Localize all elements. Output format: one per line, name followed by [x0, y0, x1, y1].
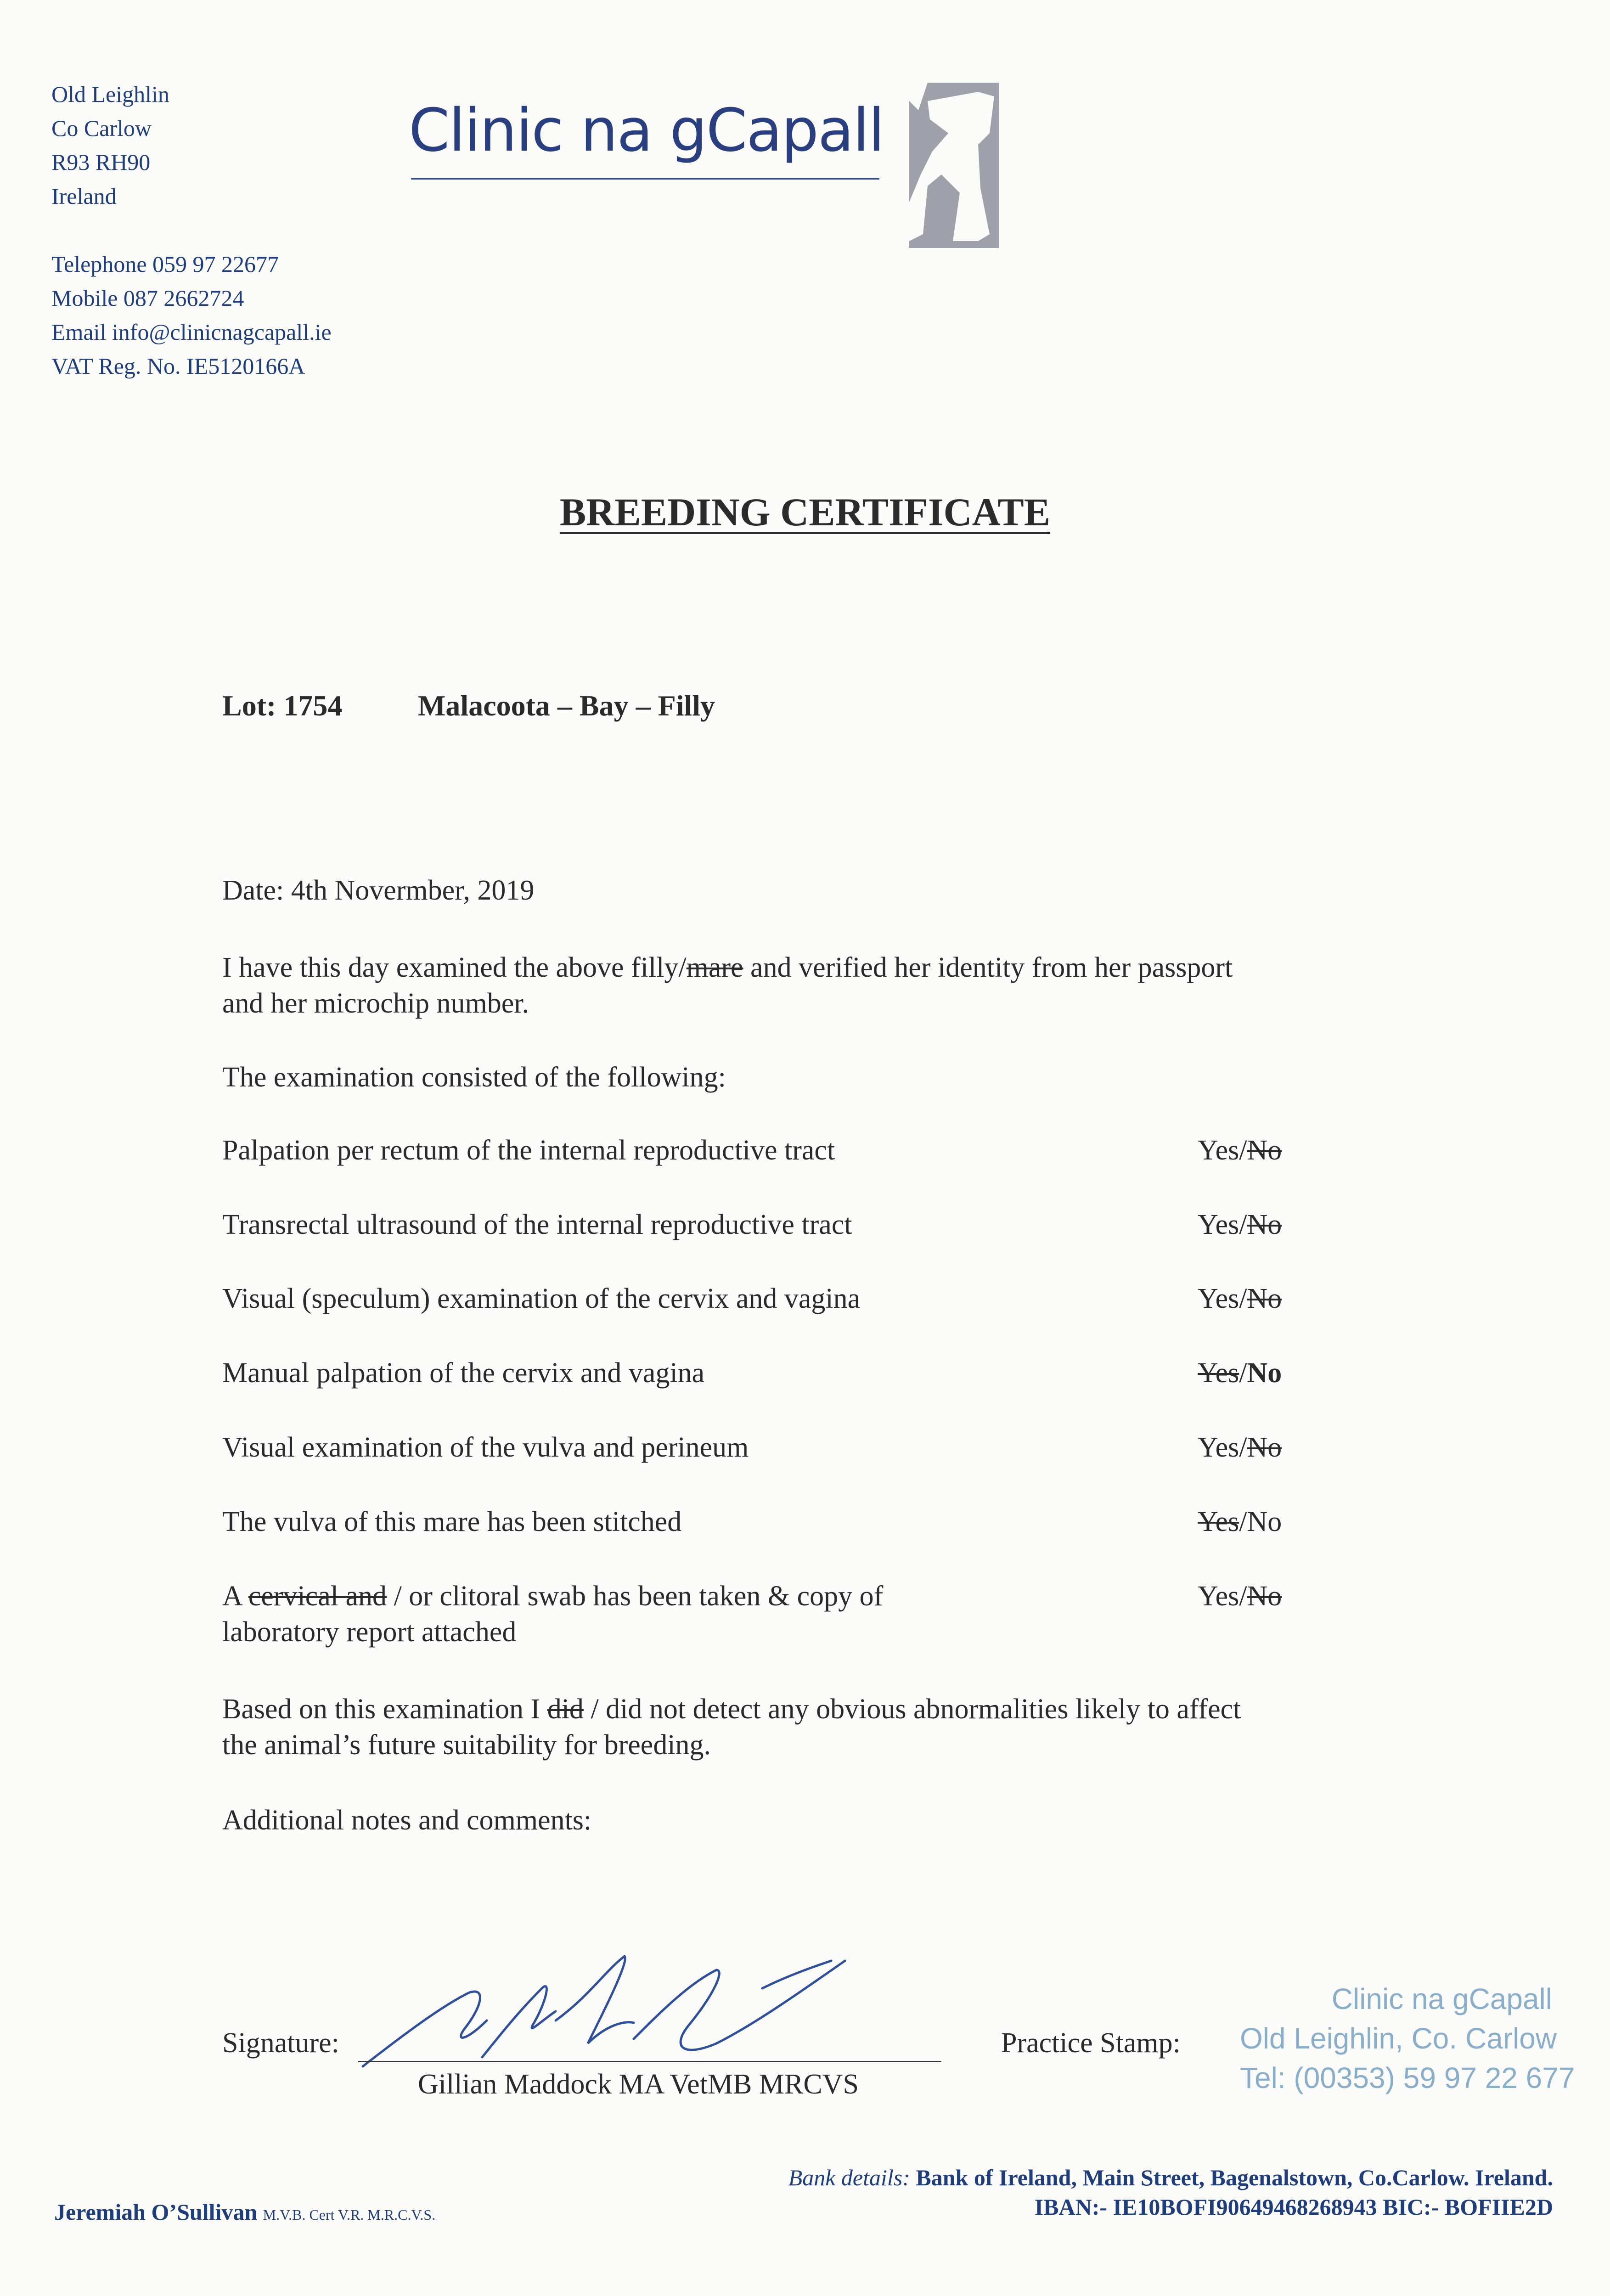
practice-stamp	[1240, 1979, 1575, 2098]
exam-row-answer: Yes/No	[1198, 1283, 1282, 1314]
stamp-line: Clinic na gCapall	[1331, 1982, 1552, 2015]
footer-vet: Jeremiah O’Sullivan M.V.B. Cert V.R. M.R.C.V.S.	[54, 2199, 436, 2225]
exam-row-label: The vulva of this mare has been stitched	[222, 1506, 682, 1537]
clinic-logo-text: Clinic na gCapall	[409, 96, 884, 165]
swab-row-answer: Yes/No	[1198, 1581, 1282, 1612]
exam-row-label: Palpation per rectum of the internal reproductive tract	[222, 1135, 835, 1166]
exam-row-answer: Yes/No	[1198, 1506, 1282, 1537]
address-line: Ireland	[51, 183, 117, 209]
exam-row-label: Manual palpation of the cervix and vagina	[222, 1357, 705, 1389]
letterhead-address	[51, 77, 332, 383]
exam-row-answer: Yes/No	[1198, 1357, 1282, 1389]
address-line: Co Carlow	[51, 115, 152, 141]
signature-label: Signature:	[222, 2027, 339, 2059]
exam-row-label: Transrectal ultrasound of the internal reproductive tract	[222, 1209, 852, 1240]
practice-stamp-label: Practice Stamp:	[1001, 2027, 1181, 2059]
page-title: BREEDING CERTIFICATE	[559, 490, 1051, 534]
exam-row-label: Visual examination of the vulva and perineum	[222, 1432, 749, 1463]
horse-description: Malacoota – Bay – Filly	[418, 689, 715, 722]
exam-date: Date: 4th Novermber, 2019	[222, 875, 535, 906]
address-line: R93 RH90	[51, 149, 151, 175]
exam-row-answer: Yes/No	[1198, 1432, 1282, 1463]
lot-number: Lot: 1754	[222, 689, 343, 722]
bank-details: Bank details: Bank of Ireland, Main Street, Bagenalstown, Co.Carlow. Ireland. IBAN:- IE10BOFI90649468268943 BIC:- BOFIIE2D	[788, 2165, 1553, 2220]
struck-mare: mare	[686, 952, 743, 983]
stamp-line: Old Leighlin, Co. Carlow	[1240, 2022, 1557, 2055]
exam-heading: The examination consisted of the following:	[222, 1062, 726, 1093]
vat-number: VAT Reg. No. IE5120166A	[51, 353, 305, 379]
logo-underline	[411, 178, 879, 180]
stamp-line: Tel: (00353) 59 97 22 677	[1240, 2061, 1575, 2094]
mobile: Mobile 087 2662724	[51, 285, 244, 311]
horse-head-icon	[909, 83, 999, 248]
email: Email info@clinicnagcapall.ie	[51, 319, 332, 345]
handwritten-signature	[349, 1942, 863, 2080]
exam-row-label: Visual (speculum) examination of the cervix and vagina	[222, 1283, 861, 1314]
intro-paragraph: I have this day examined the above filly/mare and verified her identity from her passport and her microchip number.	[222, 952, 1233, 1019]
address-line: Old Leighlin	[51, 81, 169, 107]
additional-notes-label: Additional notes and comments:	[222, 1805, 592, 1836]
exam-row-answer: Yes/No	[1198, 1135, 1282, 1166]
exam-row-answer: Yes/No	[1198, 1209, 1282, 1240]
swab-row-label: A cervical and / or clitoral swab has been taken & copy of laboratory report attached	[222, 1581, 884, 1648]
signature-line	[358, 2061, 941, 2062]
telephone: Telephone 059 97 22677	[51, 251, 279, 277]
conclusion-paragraph: Based on this examination I did / did not detect any obvious abnormalities likely to affect the animal’s future suitability for breeding.	[222, 1694, 1241, 1761]
signatory-name: Gillian Maddock MA VetMB MRCVS	[418, 2069, 859, 2100]
